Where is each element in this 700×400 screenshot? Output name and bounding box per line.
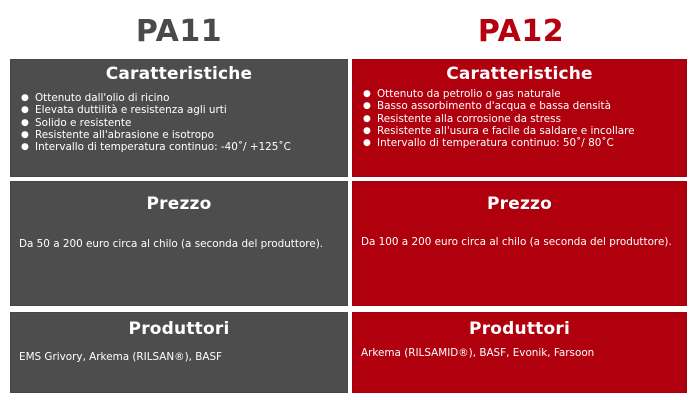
list-item bbox=[19, 141, 339, 153]
bullet-icon: ● bbox=[21, 117, 29, 128]
pa12-price-panel bbox=[352, 181, 687, 306]
pa11-price-heading: Prezzo bbox=[146, 194, 212, 214]
pa11-features-panel bbox=[10, 59, 348, 177]
list-item bbox=[19, 104, 339, 116]
pa12-price-heading: Prezzo bbox=[486, 194, 553, 214]
list-item-text: Solido e resistente bbox=[35, 116, 132, 129]
list-item-text: Intervallo di temperatura continuo: -40˚/ +125˚C bbox=[35, 141, 291, 154]
bullet-icon: ● bbox=[363, 113, 371, 124]
list-item-text: Ottenuto da petrolio o gas naturale bbox=[377, 88, 561, 100]
pa12-features-list bbox=[361, 88, 678, 149]
list-item-text: Resistente all'abrasione e isotropo bbox=[35, 128, 214, 141]
list-item-text: Intervallo di temperatura continuo: 50˚/ 80˚C bbox=[377, 137, 614, 150]
list-item-text: Elevata duttilità e resistenza agli urti bbox=[35, 104, 227, 117]
bullet-icon: ● bbox=[21, 93, 29, 103]
pa11-producers-panel bbox=[10, 312, 348, 393]
list-item bbox=[19, 117, 339, 129]
bullet-icon: ● bbox=[363, 89, 371, 99]
pa11-price-text: Da 50 a 200 euro circa al chilo (a seconda del produttore). bbox=[19, 238, 324, 250]
list-item-text: Resistente alla corrosione da stress bbox=[377, 112, 562, 125]
bullet-icon: ● bbox=[21, 129, 29, 140]
list-item bbox=[361, 125, 678, 137]
pa11-price-panel bbox=[10, 181, 348, 306]
bullet-icon: ● bbox=[363, 101, 371, 112]
pa11-producers-heading: Produttori bbox=[128, 319, 230, 339]
pa12-price-text: Da 100 a 200 euro circa al chilo (a seconda del produttore). bbox=[361, 236, 672, 248]
bullet-icon: ● bbox=[21, 142, 29, 153]
pa11-features-heading: Caratteristiche bbox=[105, 64, 253, 84]
pa12-producers-heading: Produttori bbox=[469, 319, 570, 339]
list-item bbox=[19, 129, 339, 141]
bullet-icon: ● bbox=[363, 138, 371, 149]
list-item bbox=[19, 92, 339, 104]
pa11-producers-text: EMS Grivory, Arkema (RILSAN®), BASF bbox=[19, 351, 223, 363]
list-item bbox=[361, 113, 678, 125]
bullet-icon: ● bbox=[363, 125, 371, 136]
pa12-features-panel bbox=[352, 59, 687, 177]
list-item bbox=[361, 88, 678, 100]
list-item-text: Ottenuto dall'olio di ricino bbox=[35, 92, 170, 104]
list-item bbox=[361, 100, 678, 112]
pa11-features-list bbox=[19, 92, 339, 153]
list-item bbox=[361, 137, 678, 149]
column-title-pa12: PA12 bbox=[477, 14, 565, 49]
pa12-features-heading: Caratteristiche bbox=[446, 64, 593, 84]
bullet-icon: ● bbox=[21, 105, 29, 116]
pa12-producers-panel bbox=[352, 312, 687, 393]
column-title-pa11: PA11 bbox=[135, 14, 223, 49]
pa12-producers-text: Arkema (RILSAMID®), BASF, Evonik, Farsoon bbox=[361, 347, 595, 359]
list-item-text: Basso assorbimento d'acqua e bassa densità bbox=[377, 100, 611, 113]
list-item-text: Resistente all'usura e facile da saldare e incollare bbox=[377, 124, 635, 137]
